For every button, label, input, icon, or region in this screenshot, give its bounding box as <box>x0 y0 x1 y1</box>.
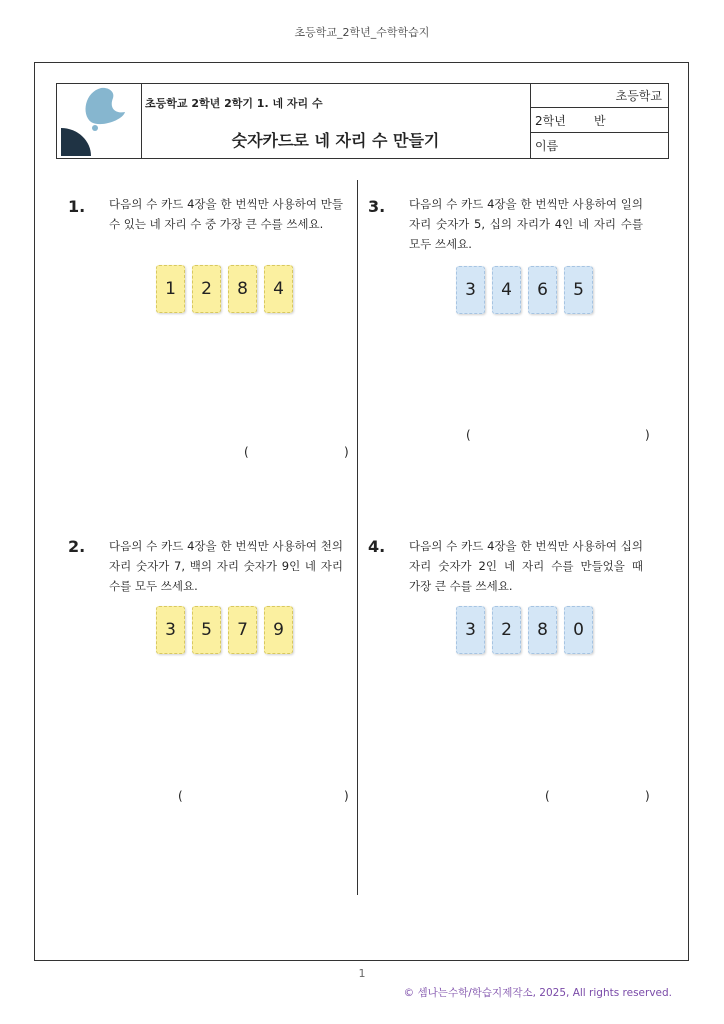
problem-3-number: 3. <box>368 197 386 216</box>
problem-3-text: 다음의 수 카드 4장을 한 번씩만 사용하여 일의 자리 숫자가 5, 십의 자리가 4인 네 자리 수를 모두 쓰세요. <box>409 197 643 251</box>
problem-1-cards <box>156 265 293 313</box>
number-card: 1 <box>156 265 185 313</box>
problem-2-number: 2. <box>68 537 86 556</box>
number-card: 9 <box>264 606 293 654</box>
class-label: 반 <box>594 114 606 128</box>
problem-1-text: 다음의 수 카드 4장을 한 번씩만 사용하여 만들 수 있는 네 자리 수 중 가장 큰 수를 쓰세요. <box>109 197 343 231</box>
problem-2-text: 다음의 수 카드 4장을 한 번씩만 사용하여 천의 자리 숫자가 7, 백의 자리 숫자가 9인 네 자리 수를 모두 쓰세요. <box>109 539 343 593</box>
school-field <box>530 84 668 108</box>
problem-4-cards <box>456 606 593 654</box>
problem-2-cards <box>156 606 293 654</box>
problem-1-number: 1. <box>68 197 86 216</box>
answer-paren-close: ) <box>645 789 650 803</box>
answer-paren-close: ) <box>344 445 349 459</box>
name-field <box>530 133 668 158</box>
student-info <box>530 84 668 158</box>
answer-paren-open: ( <box>178 789 183 803</box>
logo-dot <box>92 125 98 131</box>
problem-3-cards <box>456 266 593 314</box>
answer-paren-close: ) <box>344 789 349 803</box>
logo-quarter-circle <box>61 128 91 156</box>
name-label: 이름 <box>535 139 559 153</box>
logo-cell <box>57 84 142 158</box>
worksheet-subtitle: 초등학교 2학년 2학기 1. 네 자리 수 <box>145 97 323 110</box>
title-box <box>56 83 669 159</box>
answer-paren-open: ( <box>466 428 471 442</box>
number-card: 2 <box>492 606 521 654</box>
number-card: 3 <box>456 266 485 314</box>
logo <box>57 84 141 158</box>
school-label: 초등학교 <box>615 89 662 103</box>
answer-paren-close: ) <box>645 428 650 442</box>
number-card: 4 <box>492 266 521 314</box>
number-card: 5 <box>564 266 593 314</box>
number-card: 8 <box>528 606 557 654</box>
number-card: 2 <box>192 265 221 313</box>
grade-label: 2학년 <box>535 114 566 128</box>
number-card: 7 <box>228 606 257 654</box>
page-number: 1 <box>358 967 366 980</box>
copyright-notice: © 셈나는수학/학습지제작소, 2025, All rights reserved. <box>403 987 672 999</box>
number-card: 6 <box>528 266 557 314</box>
answer-paren-open: ( <box>244 445 249 459</box>
grade-class-field <box>530 108 668 133</box>
answer-paren-open: ( <box>545 789 550 803</box>
number-card: 4 <box>264 265 293 313</box>
column-divider <box>357 180 358 895</box>
worksheet-title: 숫자카드로 네 자리 수 만들기 <box>231 131 440 150</box>
number-card: 8 <box>228 265 257 313</box>
title-cell <box>141 84 531 158</box>
page-header: 초등학교_2학년_수학학습지 <box>294 26 430 39</box>
number-card: 5 <box>192 606 221 654</box>
number-card: 3 <box>456 606 485 654</box>
number-card: 0 <box>564 606 593 654</box>
logo-drop <box>86 88 125 124</box>
problem-4-text: 다음의 수 카드 4장을 한 번씩만 사용하여 십의 자리 숫자가 2인 네 자리 수를 만들었을 때 가장 큰 수를 쓰세요. <box>409 539 643 593</box>
problem-4-number: 4. <box>368 537 386 556</box>
number-card: 3 <box>156 606 185 654</box>
